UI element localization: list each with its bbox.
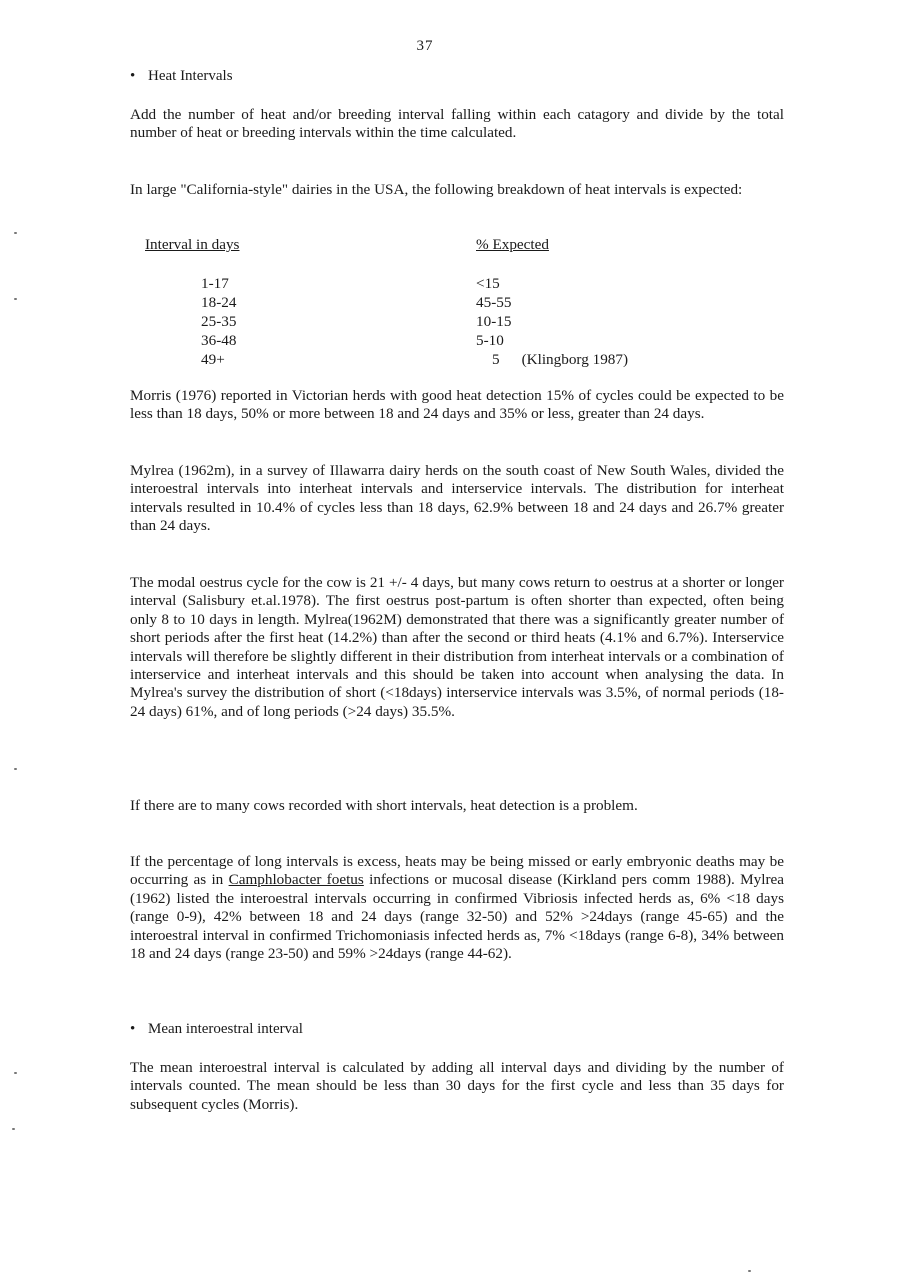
paragraph-short-intervals: If there are to many cows recorded with short intervals, heat detection is a problem.: [130, 797, 638, 814]
table-cell-interval: 25-35: [201, 313, 237, 330]
paragraph-add-intervals: Add the number of heat and/or breeding interval falling within each catagory and divide by the total number of heat or breeding intervals within the time calculated.: [130, 106, 784, 142]
bullet-icon: •: [130, 1021, 136, 1037]
scan-speck: [14, 232, 17, 234]
heading-heat-intervals: [130, 68, 233, 85]
table-column-expected: [476, 274, 628, 369]
scan-speck: [14, 298, 17, 300]
table-cell-expected: 5: [492, 351, 500, 368]
scan-speck: [12, 1128, 15, 1130]
paragraph-california-dairies: In large "California-style" dairies in the USA, the following breakdown of heat intervals is expected:: [130, 181, 743, 198]
heading-mean-interval: [130, 1021, 303, 1038]
paragraph-modal-oestrus-cycle: The modal oestrus cycle for the cow is 21 +/- 4 days, but many cows return to oestrus at a shorter or longer interval (Salisbury et.al.1978). The first oestrus post-partum is often shorter than expected, often being only 8 to 10 days in length. Mylrea(1962M) demonstrated that there was a significantly greater number of short periods after the first heat (14.2%) than after the second or third heats (4.1% and 6.7%). Interservice intervals will therefore be slightly different in their distribution from interheat intervals or a combination of interservice and interheat intervals and this should be taken into account when analysing the data. In Mylrea's survey the distribution of short (<18days) interservice intervals was 3.5%, of normal periods (18-24 days) 61%, and of long periods (>24 days) 35.5%.: [130, 574, 784, 720]
table-last-row: [476, 350, 628, 369]
bullet-icon: •: [130, 68, 136, 84]
table-cell-interval: 1-17: [201, 275, 229, 292]
paragraph-long-intervals-part2: infections or mucosal disease (Kirkland pers comm 1988). Mylrea (1962) listed the interoestral intervals occurring in confirmed Vibriosis infected herds as, 6% <18 days (range 0-9), 42% between 18 and 24 days (range 32-50) and 52% >24days (range 45-65) and the interoestral interval in confirmed Trichomoniasis infected herds as, 7% <18days (range 6-8), 34% between 18 and 24 days (range 23-50) and 59% >24days (range 44-62).: [130, 871, 785, 963]
scan-speck: [14, 1072, 17, 1074]
organism-name: Camphlobacter foetus: [228, 871, 364, 889]
table-header-expected: % Expected: [476, 236, 549, 253]
paragraph-long-intervals: [130, 853, 784, 963]
table-cell-expected: 45-55: [476, 294, 512, 311]
paragraph-mylrea-illawarra: Mylrea (1962m), in a survey of Illawarra dairy herds on the south coast of New South Wales, divided the interoestral intervals into interheat intervals and interservice intervals. The distribution for interheat intervals resulted in 10.4% of cycles less than 18 days, 62.9% between 18 and 24 days and 26.7% greater than 24 days.: [130, 462, 784, 535]
table-header-interval: Interval in days: [145, 236, 240, 253]
heading-heat-intervals-text: Heat Intervals: [148, 68, 233, 84]
paragraph-long-intervals-part1: If the percentage of long intervals is excess, heats may be being missed or early embryonic deaths may be occurring as in: [130, 853, 784, 889]
table-cell-interval: 36-48: [201, 332, 237, 349]
paragraph-morris-1976: Morris (1976) reported in Victorian herds with good heat detection 15% of cycles could be expected to be less than 18 days, 50% or more between 18 and 24 days and 35% or less, greater than 24 days.: [130, 387, 784, 423]
table-cell-interval: 49+: [201, 351, 225, 368]
table-cell-interval: 18-24: [201, 294, 237, 311]
paragraph-mean-interval: The mean interoestral interval is calculated by adding all interval days and dividing by the number of intervals counted. The mean should be less than 30 days for the first cycle and less than 35 days for subsequent cycles (Morris).: [130, 1059, 784, 1113]
table-cell-expected: 5-10: [476, 332, 504, 349]
page-number: 37: [416, 38, 434, 54]
table-cell-expected: <15: [476, 275, 500, 292]
table-cell-expected: 10-15: [476, 313, 512, 330]
table-column-intervals: [201, 274, 236, 369]
scan-speck: [14, 768, 17, 770]
table-citation: (Klingborg 1987): [521, 351, 629, 368]
scan-speck: [748, 1270, 751, 1272]
heading-mean-interval-text: Mean interoestral interval: [148, 1021, 303, 1037]
